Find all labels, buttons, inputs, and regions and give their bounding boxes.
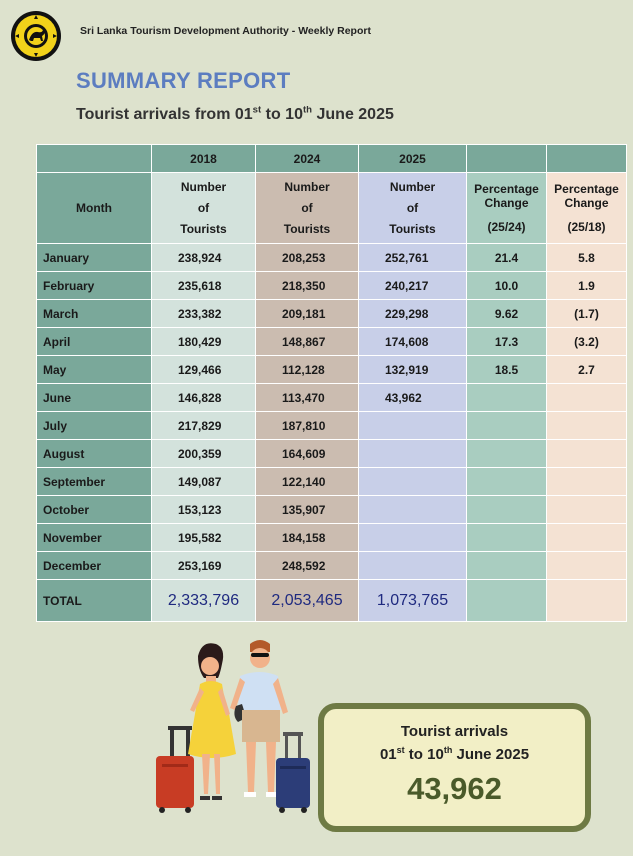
month-cell: June xyxy=(37,384,152,412)
value-2018-cell: 153,123 xyxy=(152,496,256,524)
value-2018-cell: 235,618 xyxy=(152,272,256,300)
tourists-2018-header: Number of Tourists xyxy=(152,173,256,244)
travellers-illustration xyxy=(150,636,320,816)
total-pct-25-18-cell xyxy=(547,580,627,622)
arrivals-table xyxy=(36,144,627,622)
table-row xyxy=(37,524,627,552)
table-row xyxy=(37,300,627,328)
value-2018-cell: 200,359 xyxy=(152,440,256,468)
pct-25-24-cell xyxy=(467,468,547,496)
value-2025-cell xyxy=(359,440,467,468)
total-pct-25-24-cell xyxy=(467,580,547,622)
column-header-row xyxy=(37,173,627,244)
value-2018-cell: 195,582 xyxy=(152,524,256,552)
pct-25-24-cell xyxy=(467,524,547,552)
pct-25-24-cell: 21.4 xyxy=(467,244,547,272)
value-2025-cell: 132,919 xyxy=(359,356,467,384)
total-label: TOTAL xyxy=(37,580,152,622)
value-2025-cell: 43,962 xyxy=(359,384,467,412)
month-cell: May xyxy=(37,356,152,384)
pct-25-18-cell: 5.8 xyxy=(547,244,627,272)
month-cell: January xyxy=(37,244,152,272)
value-2025-cell: 252,761 xyxy=(359,244,467,272)
year-2024-header: 2024 xyxy=(256,145,359,173)
table-row xyxy=(37,244,627,272)
blue-suitcase-icon xyxy=(276,732,310,813)
value-2018-cell: 238,924 xyxy=(152,244,256,272)
total-2025-cell: 1,073,765 xyxy=(359,580,467,622)
value-2025-cell xyxy=(359,412,467,440)
year-2025-header: 2025 xyxy=(359,145,467,173)
value-2018-cell: 180,429 xyxy=(152,328,256,356)
value-2018-cell: 129,466 xyxy=(152,356,256,384)
pct-25-24-cell: 9.62 xyxy=(467,300,547,328)
month-cell: April xyxy=(37,328,152,356)
pct-25-24-cell xyxy=(467,552,547,580)
year-header-blank xyxy=(547,145,627,173)
value-2025-cell: 229,298 xyxy=(359,300,467,328)
value-2024-cell: 184,158 xyxy=(256,524,359,552)
woman-traveller-icon xyxy=(188,643,236,800)
month-cell: August xyxy=(37,440,152,468)
table-row xyxy=(37,468,627,496)
value-2024-cell: 218,350 xyxy=(256,272,359,300)
arrivals-summary-card xyxy=(318,703,591,832)
value-2018-cell: 149,087 xyxy=(152,468,256,496)
year-header-row xyxy=(37,145,627,173)
pct-25-18-cell xyxy=(547,552,627,580)
value-2024-cell: 209,181 xyxy=(256,300,359,328)
year-2018-header: 2018 xyxy=(152,145,256,173)
pct-25-18-cell xyxy=(547,384,627,412)
table-row xyxy=(37,412,627,440)
value-2018-cell: 253,169 xyxy=(152,552,256,580)
table-row xyxy=(37,328,627,356)
pct-25-18-cell: 2.7 xyxy=(547,356,627,384)
value-2025-cell xyxy=(359,496,467,524)
table-row xyxy=(37,356,627,384)
value-2024-cell: 113,470 xyxy=(256,384,359,412)
value-2025-cell: 174,608 xyxy=(359,328,467,356)
pct-25-18-cell xyxy=(547,496,627,524)
card-title: Tourist arrivals xyxy=(400,723,509,740)
pct-25-24-cell: 18.5 xyxy=(467,356,547,384)
table-row xyxy=(37,440,627,468)
pct-change-25-18-header: Percentage Change (25/18) xyxy=(547,173,627,244)
value-2024-cell: 135,907 xyxy=(256,496,359,524)
total-2024-cell: 2,053,465 xyxy=(256,580,359,622)
month-cell: October xyxy=(37,496,152,524)
card-period: 01st to 10th June 2025 xyxy=(379,745,530,763)
month-cell: November xyxy=(37,524,152,552)
pct-25-24-cell xyxy=(467,412,547,440)
value-2024-cell: 148,867 xyxy=(256,328,359,356)
total-row xyxy=(37,580,627,622)
table-row xyxy=(37,496,627,524)
pct-25-18-cell xyxy=(547,412,627,440)
month-cell: March xyxy=(37,300,152,328)
value-2025-cell xyxy=(359,552,467,580)
value-2024-cell: 164,609 xyxy=(256,440,359,468)
month-column-header: Month xyxy=(37,173,152,244)
table-row xyxy=(37,272,627,300)
pct-25-24-cell xyxy=(467,496,547,524)
total-2018-cell: 2,333,796 xyxy=(152,580,256,622)
month-cell: February xyxy=(37,272,152,300)
value-2024-cell: 122,140 xyxy=(256,468,359,496)
card-arrivals-value: 43,962 xyxy=(407,771,502,806)
pct-25-24-cell xyxy=(467,384,547,412)
pct-25-18-cell xyxy=(547,524,627,552)
pct-25-18-cell: (1.7) xyxy=(547,300,627,328)
pct-25-18-cell xyxy=(547,440,627,468)
page-title: SUMMARY REPORT xyxy=(76,68,291,93)
value-2025-cell: 240,217 xyxy=(359,272,467,300)
red-suitcase-icon xyxy=(156,726,194,813)
value-2018-cell: 217,829 xyxy=(152,412,256,440)
value-2024-cell: 112,128 xyxy=(256,356,359,384)
value-2024-cell: 187,810 xyxy=(256,412,359,440)
value-2024-cell: 208,253 xyxy=(256,244,359,272)
value-2018-cell: 233,382 xyxy=(152,300,256,328)
table-row xyxy=(37,552,627,580)
pct-25-18-cell xyxy=(547,468,627,496)
tourists-2024-header: Number of Tourists xyxy=(256,173,359,244)
pct-change-25-24-header: Percentage Change (25/24) xyxy=(467,173,547,244)
month-cell: December xyxy=(37,552,152,580)
pct-25-18-cell: 1.9 xyxy=(547,272,627,300)
value-2018-cell: 146,828 xyxy=(152,384,256,412)
emblem-logo xyxy=(10,10,62,62)
pct-25-18-cell: (3.2) xyxy=(547,328,627,356)
tourists-2025-header: Number of Tourists xyxy=(359,173,467,244)
pct-25-24-cell xyxy=(467,440,547,468)
value-2025-cell xyxy=(359,468,467,496)
month-cell: September xyxy=(37,468,152,496)
page-subtitle: Tourist arrivals from 01st to 10th June 2025 xyxy=(76,104,394,123)
table-row xyxy=(37,384,627,412)
pct-25-24-cell: 17.3 xyxy=(467,328,547,356)
month-cell: July xyxy=(37,412,152,440)
organization-header: Sri Lanka Tourism Development Authority - Weekly Report xyxy=(80,25,371,37)
year-header-blank xyxy=(467,145,547,173)
value-2024-cell: 248,592 xyxy=(256,552,359,580)
year-header-blank xyxy=(37,145,152,173)
value-2025-cell xyxy=(359,524,467,552)
pct-25-24-cell: 10.0 xyxy=(467,272,547,300)
